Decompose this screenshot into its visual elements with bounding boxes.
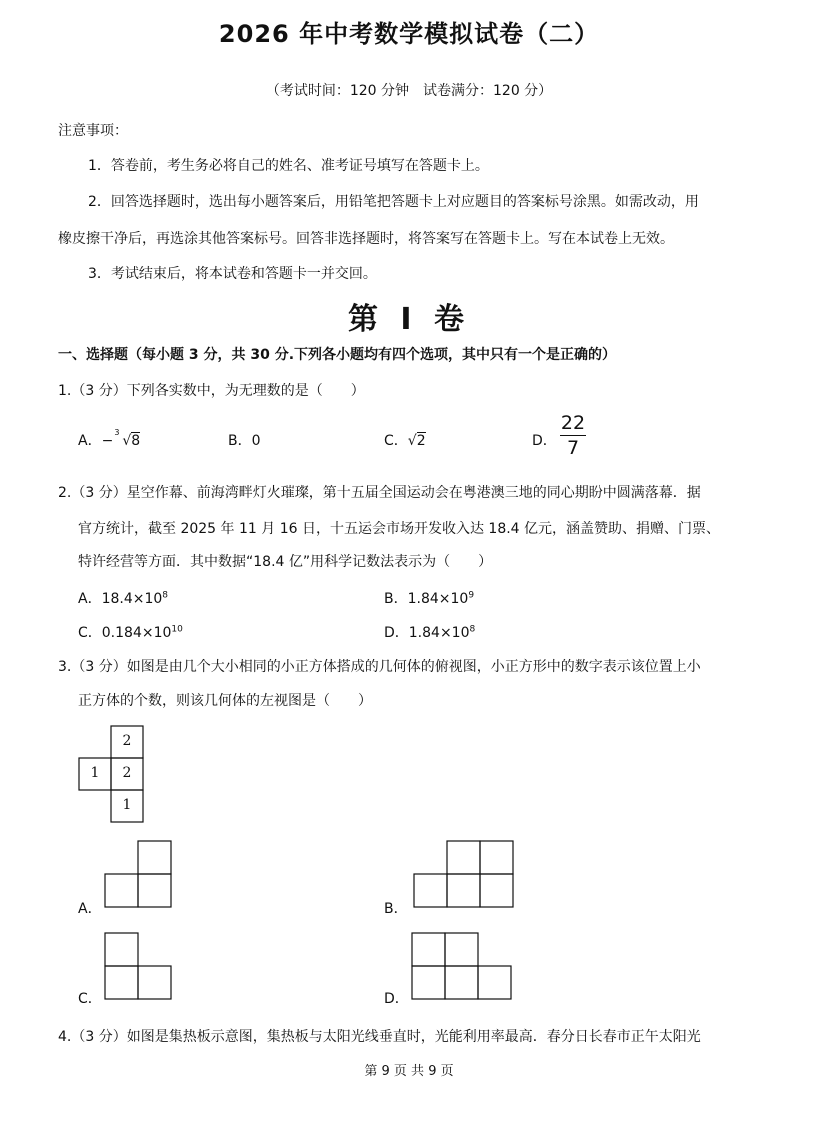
q3-option-c-figure	[104, 932, 174, 1002]
q3-option-d-figure	[411, 932, 515, 1002]
q2-a-base: A．18.4×10	[78, 591, 163, 607]
q4-line-1: 4.（3 分）如图是集热板示意图，集热板与太阳光线垂直时，光能利用率最高．春分日长春市正午太阳光	[58, 1029, 701, 1045]
q2-line-1: 2.（3 分）星空作幕、前海湾畔灯火璀璨，第十五届全国运动会在粤港澳三地的同心期盼中圆满落幕．据	[58, 485, 701, 501]
q2-c-base: C．0.184×10	[78, 625, 172, 641]
grid-cell-top: 2	[122, 733, 132, 749]
q2-line-3: 特许经营等方面．其中数据“18.4 亿”用科学记数法表示为（ ）	[78, 554, 493, 570]
q2-c-exponent: 10	[171, 624, 183, 635]
q3-line-1: 3.（3 分）如图是由几个大小相同的小正方体搭成的几何体的俯视图，小正方形中的数字表示该位置上小	[58, 659, 701, 675]
page-footer: 第 9 页 共 9 页	[364, 1064, 454, 1079]
q1-c-label: C．	[384, 433, 408, 449]
section-heading: 一、选择题（每小题 3 分，共 30 分.下列各小题均有四个选项，其中只有一个是正确的）	[58, 347, 617, 363]
q1-a-label: A．	[78, 433, 102, 449]
q1-option-a: A．− 3 √8	[78, 428, 141, 449]
grid-cell-left: 1	[90, 765, 100, 781]
page-title: 2026 年中考数学模拟试卷（二）	[218, 20, 600, 48]
q1-a-minus: −	[101, 433, 114, 449]
q3-option-a-label: A．	[78, 901, 102, 917]
q1-stem: 1.（3 分）下列各实数中，为无理数的是（ ）	[58, 383, 365, 399]
grid-cell-bottom: 1	[122, 797, 132, 813]
q2-a-exponent: 8	[162, 590, 169, 601]
q2-d-exponent: 8	[469, 624, 476, 635]
q1-a-radicand: 8	[131, 433, 141, 449]
q1-d-label: D．	[532, 433, 557, 449]
q2-option-c	[78, 622, 183, 642]
q3-option-b-label: B．	[384, 901, 408, 917]
q1-d-denominator: 7	[566, 437, 580, 459]
q1-c-radicand: 2	[416, 433, 426, 449]
q3-line-2: 正方体的个数，则该几何体的左视图是（ ）	[78, 693, 372, 709]
q2-d-base: D．1.84×10	[384, 625, 470, 641]
q1-option-d-fraction	[560, 412, 586, 459]
q2-b-base: B．1.84×10	[384, 591, 469, 607]
q3-option-c-label: C．	[78, 991, 102, 1007]
exam-info: （考试时间：120 分钟 试卷满分：120 分）	[265, 83, 553, 99]
note-item-2-line-2: 橡皮擦干净后，再选涂其他答案标号。回答非选择题时，将答案写在答题卡上。写在本试卷上无效。	[58, 231, 674, 247]
q2-b-exponent: 9	[468, 590, 475, 601]
notes-heading: 注意事项：	[58, 123, 128, 139]
q2-option-a	[78, 588, 168, 608]
q1-a-root-index: 3	[114, 428, 120, 437]
q1-d-numerator: 22	[560, 412, 586, 434]
volume-title: 第 I 卷	[347, 302, 471, 337]
q2-line-2: 官方统计，截至 2025 年 11 月 16 日，十五运会市场开发收入达 18.4 亿元，涵盖赞助、捐赠、门票、	[78, 521, 721, 537]
grid-cell-center: 2	[122, 765, 132, 781]
q3-option-d-label: D．	[384, 991, 409, 1007]
q3-option-b-figure	[413, 840, 517, 910]
q1-option-b: B．0	[228, 433, 261, 449]
note-item-1: 1．答卷前，考生务必将自己的姓名、准考证号填写在答题卡上。	[88, 158, 489, 174]
q1-option-c: C．√2	[384, 433, 426, 449]
q2-option-b	[384, 588, 474, 608]
note-item-3: 3．考试结束后，将本试卷和答题卡一并交回。	[88, 266, 377, 282]
note-item-2-line-1: 2．回答选择题时，选出每小题答案后，用铅笔把答题卡上对应题目的答案标号涂黑。如需改动，用	[88, 194, 699, 210]
fraction-bar	[560, 435, 586, 436]
q2-option-d	[384, 622, 475, 642]
q3-option-a-figure	[104, 840, 174, 910]
